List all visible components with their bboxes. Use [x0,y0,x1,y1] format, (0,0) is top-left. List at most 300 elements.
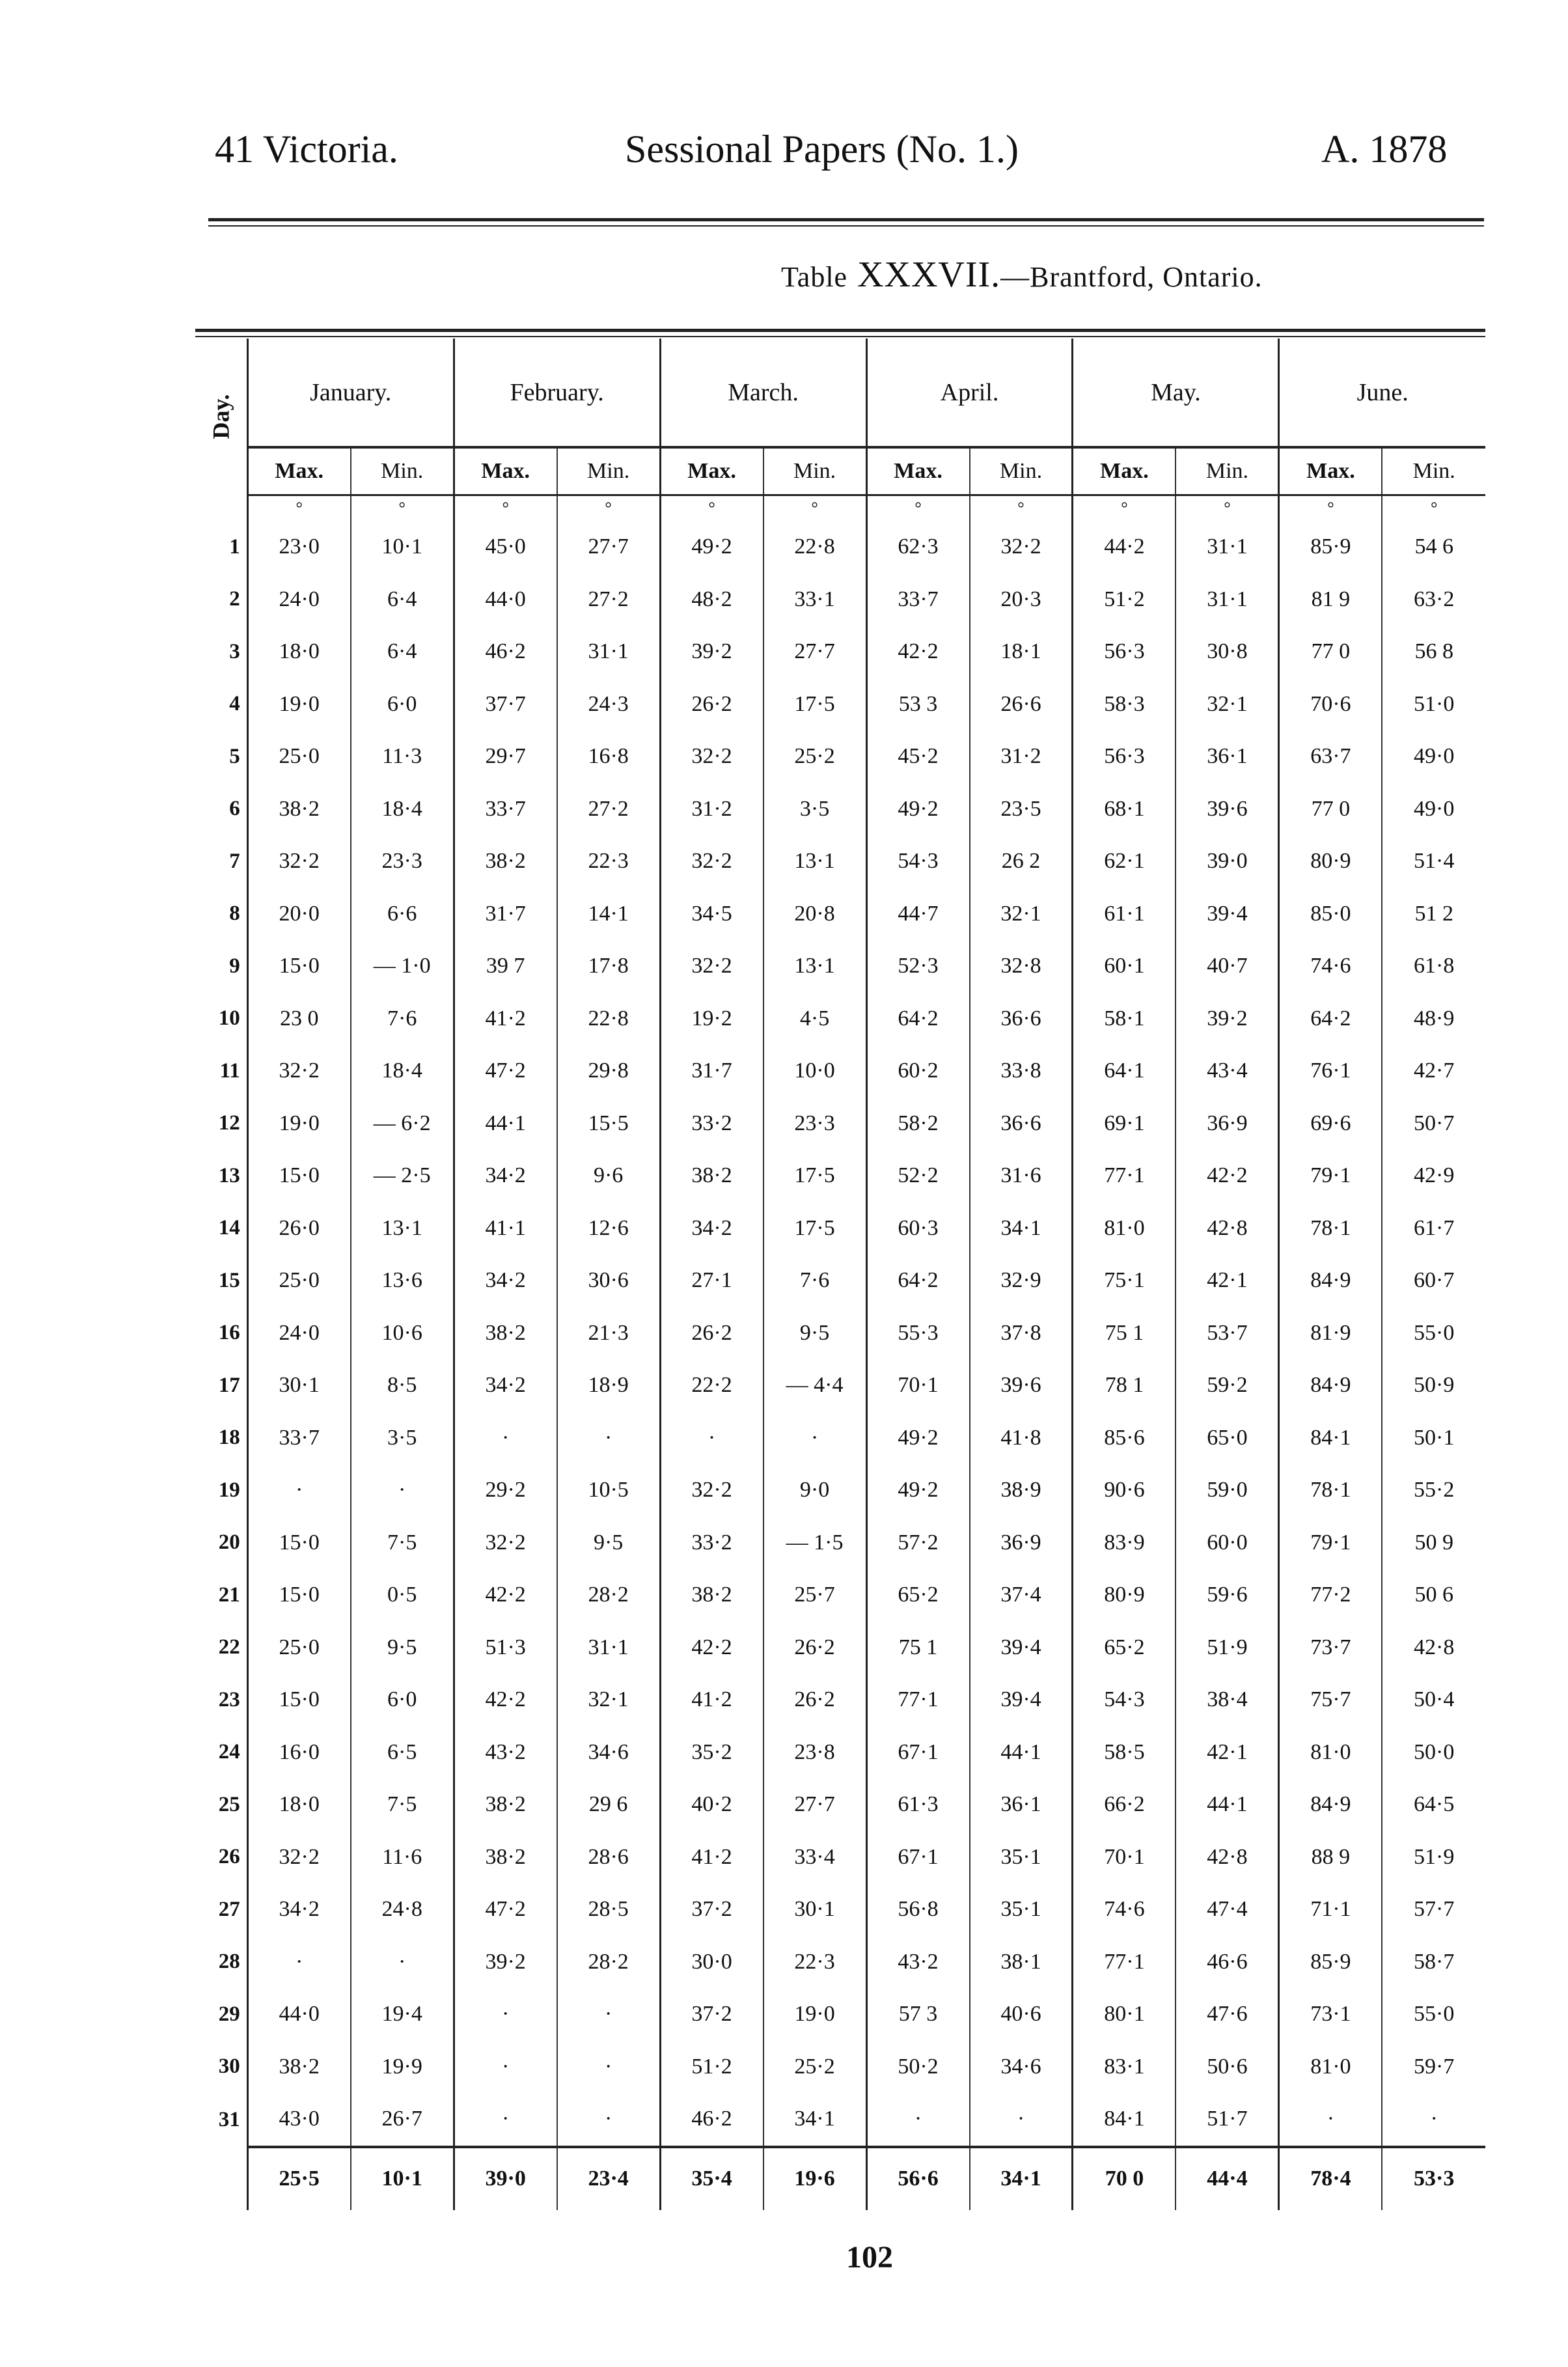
min-value: 44·1 [1176,1779,1278,1831]
min-value: — 1·0 [351,940,454,993]
max-value: · [247,1464,350,1517]
month-header: June. [1279,339,1485,447]
max-value: 44·0 [247,1988,350,2041]
max-header: Max. [454,447,557,495]
min-value: 26 2 [970,835,1073,888]
max-value: 83·9 [1073,1517,1176,1570]
min-value: 37·4 [970,1569,1073,1622]
min-value: 31·1 [1176,521,1278,574]
min-value: 26·7 [351,2093,454,2147]
table-row [195,730,1485,783]
min-value: 54 6 [1382,521,1485,574]
mean-max-value: 35·4 [660,2147,763,2210]
min-value: 26·6 [970,678,1073,731]
min-value: 58·7 [1382,1936,1485,1989]
min-value: 36·6 [970,1098,1073,1150]
min-value: 10·1 [351,521,454,574]
max-value: 58·3 [1073,678,1176,731]
min-value: 39·2 [1176,993,1278,1045]
max-value: 77·2 [1279,1569,1382,1622]
means-spacer [195,2147,247,2210]
max-value: 32·2 [660,730,763,783]
day-number: 27 [195,1883,247,1936]
min-value: 13·1 [763,940,866,993]
max-value: 60·2 [866,1045,969,1098]
min-value: 59·0 [1176,1464,1278,1517]
day-number: 28 [195,1936,247,1989]
max-value: 90·6 [1073,1464,1176,1517]
max-value: 22·2 [660,1359,763,1412]
min-value: 42·8 [1176,1831,1278,1884]
day-number: 14 [195,1202,247,1255]
table-row [195,1464,1485,1517]
max-value: 27·1 [660,1254,763,1307]
table-row [195,1098,1485,1150]
min-value: 10·6 [351,1307,454,1360]
table-row [195,1150,1485,1202]
mean-max-value: 25·5 [247,2147,350,2210]
min-value: 23·3 [351,835,454,888]
min-value: 20·8 [763,888,866,941]
min-value: 10·0 [763,1045,866,1098]
min-value: 36·1 [970,1779,1073,1831]
max-value: 52·2 [866,1150,969,1202]
max-value: 42·2 [866,626,969,678]
min-value: 7·6 [351,993,454,1045]
day-number: 10 [195,993,247,1045]
min-value: 32·1 [1176,678,1278,731]
month-header: May. [1073,339,1279,447]
day-number: 22 [195,1622,247,1674]
temperature-table [195,339,1485,2210]
max-value: 47·2 [454,1883,557,1936]
min-value: 4·5 [763,993,866,1045]
max-value: 32·2 [660,835,763,888]
degree-mark: ° [1073,495,1176,521]
min-value: 27·2 [557,783,660,836]
min-value: · [970,2093,1073,2147]
max-value: 77 0 [1279,626,1382,678]
min-value: 50·9 [1382,1359,1485,1412]
min-value: 12·6 [557,1202,660,1255]
mean-max-value: 70 0 [1073,2147,1176,2210]
month-header: April. [866,339,1073,447]
max-header: Max. [1073,447,1176,495]
day-number: 13 [195,1150,247,1202]
max-value: 40·2 [660,1779,763,1831]
min-value: 30·8 [1176,626,1278,678]
max-value: 51·2 [1073,574,1176,626]
max-value: · [247,1936,350,1989]
max-value: 84·9 [1279,1359,1382,1412]
max-value: 85·0 [1279,888,1382,941]
max-value: 43·2 [866,1936,969,1989]
min-value: 25·7 [763,1569,866,1622]
max-value: 45·0 [454,521,557,574]
min-value: 63·2 [1382,574,1485,626]
min-value: 42·1 [1176,1254,1278,1307]
max-value: · [454,2041,557,2094]
table-top-rule-thick [195,329,1485,332]
day-number: 31 [195,2093,247,2147]
max-value: 78 1 [1073,1359,1176,1412]
min-value: 21·3 [557,1307,660,1360]
table-row [195,1045,1485,1098]
max-value: 34·2 [660,1202,763,1255]
mean-min-value: 23·4 [557,2147,660,2210]
max-value: 48·2 [660,574,763,626]
min-value: 3·5 [351,1412,454,1465]
max-value: 15·0 [247,1517,350,1570]
min-value: 51·9 [1176,1622,1278,1674]
mean-min-value: 44·4 [1176,2147,1278,2210]
min-value: 59·7 [1382,2041,1485,2094]
table-title [781,254,1263,296]
max-value: 70·1 [866,1359,969,1412]
min-value: 18·4 [351,783,454,836]
max-value: 42·2 [660,1622,763,1674]
min-value: 23·5 [970,783,1073,836]
min-value: 33·1 [763,574,866,626]
min-value: 49·0 [1382,730,1485,783]
max-value: 58·2 [866,1098,969,1150]
max-value: 64·2 [1279,993,1382,1045]
max-value: 16·0 [247,1726,350,1779]
day-number: 5 [195,730,247,783]
min-value: 0·5 [351,1569,454,1622]
min-header: Min. [1382,447,1485,495]
min-value: 33·8 [970,1045,1073,1098]
min-value: 35·1 [970,1883,1073,1936]
month-header: January. [247,339,454,447]
day-number: 15 [195,1254,247,1307]
min-value: 50·7 [1382,1098,1485,1150]
max-value: 15·0 [247,1569,350,1622]
max-value: 33·7 [454,783,557,836]
table-row [195,888,1485,941]
max-value: 81·0 [1073,1202,1176,1255]
min-value: 29 6 [557,1779,660,1831]
day-number: 12 [195,1098,247,1150]
max-value: 58·1 [1073,993,1176,1045]
min-value: 19·4 [351,1988,454,2041]
min-value: 51·4 [1382,835,1485,888]
min-value: 34·1 [970,1202,1073,1255]
means-row [195,2147,1485,2210]
table-row [195,1831,1485,1884]
max-value: 25·0 [247,1254,350,1307]
min-value: 14·1 [557,888,660,941]
day-number: 6 [195,783,247,836]
max-value: 69·6 [1279,1098,1382,1150]
table-row [195,574,1485,626]
min-value: 42·8 [1382,1622,1485,1674]
max-value: 32·2 [247,1045,350,1098]
max-value: 35·2 [660,1726,763,1779]
max-value: 41·2 [660,1674,763,1726]
max-value: 79·1 [1279,1517,1382,1570]
min-value: — 6·2 [351,1098,454,1150]
min-value: 42·2 [1176,1150,1278,1202]
table-row [195,1569,1485,1622]
max-value: 75·1 [1073,1254,1176,1307]
max-value: 32·2 [660,940,763,993]
min-value: 32·9 [970,1254,1073,1307]
min-header: Min. [351,447,454,495]
max-value: 64·2 [866,993,969,1045]
min-value: 49·0 [1382,783,1485,836]
table-row [195,940,1485,993]
min-value: 50·6 [1176,2041,1278,2094]
max-value: 33·2 [660,1517,763,1570]
max-header: Max. [247,447,350,495]
min-header: Min. [557,447,660,495]
day-number: 19 [195,1464,247,1517]
min-value: 22·8 [557,993,660,1045]
max-value: 77·1 [1073,1150,1176,1202]
table-row [195,993,1485,1045]
min-value: 28·6 [557,1831,660,1884]
header-rule-thick [208,218,1484,221]
max-value: 15·0 [247,1674,350,1726]
min-value: — 4·4 [763,1359,866,1412]
min-value: 9·0 [763,1464,866,1517]
mean-min-value: 19·6 [763,2147,866,2210]
day-number: 29 [195,1988,247,2041]
max-value: 15·0 [247,1150,350,1202]
min-value: 17·5 [763,1150,866,1202]
max-header: Max. [866,447,969,495]
min-value: 27·2 [557,574,660,626]
min-value: 32·1 [557,1674,660,1726]
table-row [195,521,1485,574]
max-value: 58·5 [1073,1726,1176,1779]
max-value: 46·2 [454,626,557,678]
min-value: 37·8 [970,1307,1073,1360]
min-value: · [763,1412,866,1465]
min-header: Min. [970,447,1073,495]
table-row [195,1988,1485,2041]
min-value: 38·9 [970,1464,1073,1517]
min-value: 36·6 [970,993,1073,1045]
max-value: 79·1 [1279,1150,1382,1202]
min-value: 55·0 [1382,1988,1485,2041]
min-value: 32·2 [970,521,1073,574]
header-center: Sessional Papers (No. 1.) [625,128,1019,171]
min-value: 6·4 [351,626,454,678]
min-value: 51 2 [1382,888,1485,941]
max-value: 30·0 [660,1936,763,1989]
max-value: 54·3 [866,835,969,888]
day-number: 21 [195,1569,247,1622]
day-number: 16 [195,1307,247,1360]
max-value: 54·3 [1073,1674,1176,1726]
max-value: 88 9 [1279,1831,1382,1884]
degree-mark: ° [351,495,454,521]
table-row [195,1674,1485,1726]
table-row [195,1254,1485,1307]
max-value: 77·1 [1073,1936,1176,1989]
max-value: 85·9 [1279,521,1382,574]
table-row [195,678,1485,731]
max-value: 31·7 [454,888,557,941]
max-value: 42·2 [454,1569,557,1622]
month-header: March. [660,339,866,447]
max-value: 26·2 [660,678,763,731]
max-value: 20·0 [247,888,350,941]
min-value: 23·8 [763,1726,866,1779]
max-value: 45·2 [866,730,969,783]
max-value: · [660,1412,763,1465]
max-value: 78·1 [1279,1464,1382,1517]
min-value: 56 8 [1382,626,1485,678]
day-number: 18 [195,1412,247,1465]
max-value: 37·2 [660,1988,763,2041]
max-value: 85·9 [1279,1936,1382,1989]
min-value: 31·2 [970,730,1073,783]
max-value: 75·7 [1279,1674,1382,1726]
min-value: 18·4 [351,1045,454,1098]
max-value: 50·2 [866,2041,969,2094]
table-row [195,835,1485,888]
min-value: · [351,1464,454,1517]
degree-mark: ° [866,495,969,521]
min-value: 64·5 [1382,1779,1485,1831]
max-min-header-row [195,447,1485,495]
max-value: 49·2 [660,521,763,574]
min-value: 36·9 [970,1517,1073,1570]
min-value: 25·2 [763,2041,866,2094]
day-number: 20 [195,1517,247,1570]
min-value: 34·1 [763,2093,866,2147]
max-value: 55·3 [866,1307,969,1360]
day-column-header [195,339,247,495]
degree-mark: ° [454,495,557,521]
min-value: 51·9 [1382,1831,1485,1884]
day-number: 30 [195,2041,247,2094]
max-value: 44·7 [866,888,969,941]
min-value: 32·1 [970,888,1073,941]
min-value: 55·0 [1382,1307,1485,1360]
max-value: 51·2 [660,2041,763,2094]
max-value: 84·9 [1279,1779,1382,1831]
month-header: February. [454,339,660,447]
min-value: 51·7 [1176,2093,1278,2147]
max-value: 81·0 [1279,1726,1382,1779]
min-value: 16·8 [557,730,660,783]
table-row [195,1883,1485,1936]
min-value: 34·6 [557,1726,660,1779]
min-value: 55·2 [1382,1464,1485,1517]
min-value: 36·1 [1176,730,1278,783]
day-number: 25 [195,1779,247,1831]
day-number: 7 [195,835,247,888]
max-value: 30·1 [247,1359,350,1412]
max-value: 38·2 [660,1150,763,1202]
degree-mark: ° [247,495,350,521]
min-value: 22·3 [557,835,660,888]
min-header: Min. [763,447,866,495]
max-value: 53 3 [866,678,969,731]
max-value: 65·2 [1073,1622,1176,1674]
max-value: 68·1 [1073,783,1176,836]
min-value: 25·2 [763,730,866,783]
min-value: 51·0 [1382,678,1485,731]
degree-mark: ° [763,495,866,521]
table-title-prefix: Table [781,261,848,293]
max-value: 38·2 [454,1307,557,1360]
max-value: 77 0 [1279,783,1382,836]
max-value: 74·6 [1279,940,1382,993]
min-value: 50·4 [1382,1674,1485,1726]
table-row [195,626,1485,678]
degree-mark: ° [1176,495,1278,521]
max-value: 80·1 [1073,1988,1176,2041]
max-value: 60·1 [1073,940,1176,993]
min-value: 17·5 [763,678,866,731]
min-value: · [557,2041,660,2094]
min-value: 10·5 [557,1464,660,1517]
max-value: 31·7 [660,1045,763,1098]
degree-row [195,495,1485,521]
min-value: 31·1 [557,626,660,678]
max-value: 43·2 [454,1726,557,1779]
max-value: 63·7 [1279,730,1382,783]
max-value: 24·0 [247,574,350,626]
min-value: 17·8 [557,940,660,993]
max-value: 23·0 [247,521,350,574]
max-value: 47·2 [454,1045,557,1098]
max-value: 38·2 [454,1779,557,1831]
max-value: 64·1 [1073,1045,1176,1098]
min-value: 28·2 [557,1936,660,1989]
table-row [195,1359,1485,1412]
min-value: 27·7 [763,1779,866,1831]
max-value: 70·6 [1279,678,1382,731]
max-value: 62·1 [1073,835,1176,888]
table-title-place: —Brantford, Ontario. [1000,261,1263,293]
min-value: 28·2 [557,1569,660,1622]
max-value: · [866,2093,969,2147]
table-row [195,1307,1485,1360]
max-value: 44·2 [1073,521,1176,574]
table-row [195,2041,1485,2094]
min-value: 28·5 [557,1883,660,1936]
min-value: 30·6 [557,1254,660,1307]
mean-max-value: 39·0 [454,2147,557,2210]
max-value: 38·2 [454,1831,557,1884]
max-value: 56·3 [1073,626,1176,678]
max-value: 56·8 [866,1883,969,1936]
max-value: 32·2 [247,1831,350,1884]
min-value: 7·5 [351,1517,454,1570]
min-value: 42·1 [1176,1726,1278,1779]
mean-min-value: 53·3 [1382,2147,1485,2210]
min-value: 6·0 [351,1674,454,1726]
min-value: 17·5 [763,1202,866,1255]
day-number: 8 [195,888,247,941]
min-value: — 1·5 [763,1517,866,1570]
min-value: 3·5 [763,783,866,836]
min-value: 13·6 [351,1254,454,1307]
min-value: 7·6 [763,1254,866,1307]
max-value: 67·1 [866,1726,969,1779]
min-value: 39·0 [1176,835,1278,888]
max-value: 44·1 [454,1098,557,1150]
min-value: 35·1 [970,1831,1073,1884]
day-number: 9 [195,940,247,993]
max-value: 32·2 [454,1517,557,1570]
